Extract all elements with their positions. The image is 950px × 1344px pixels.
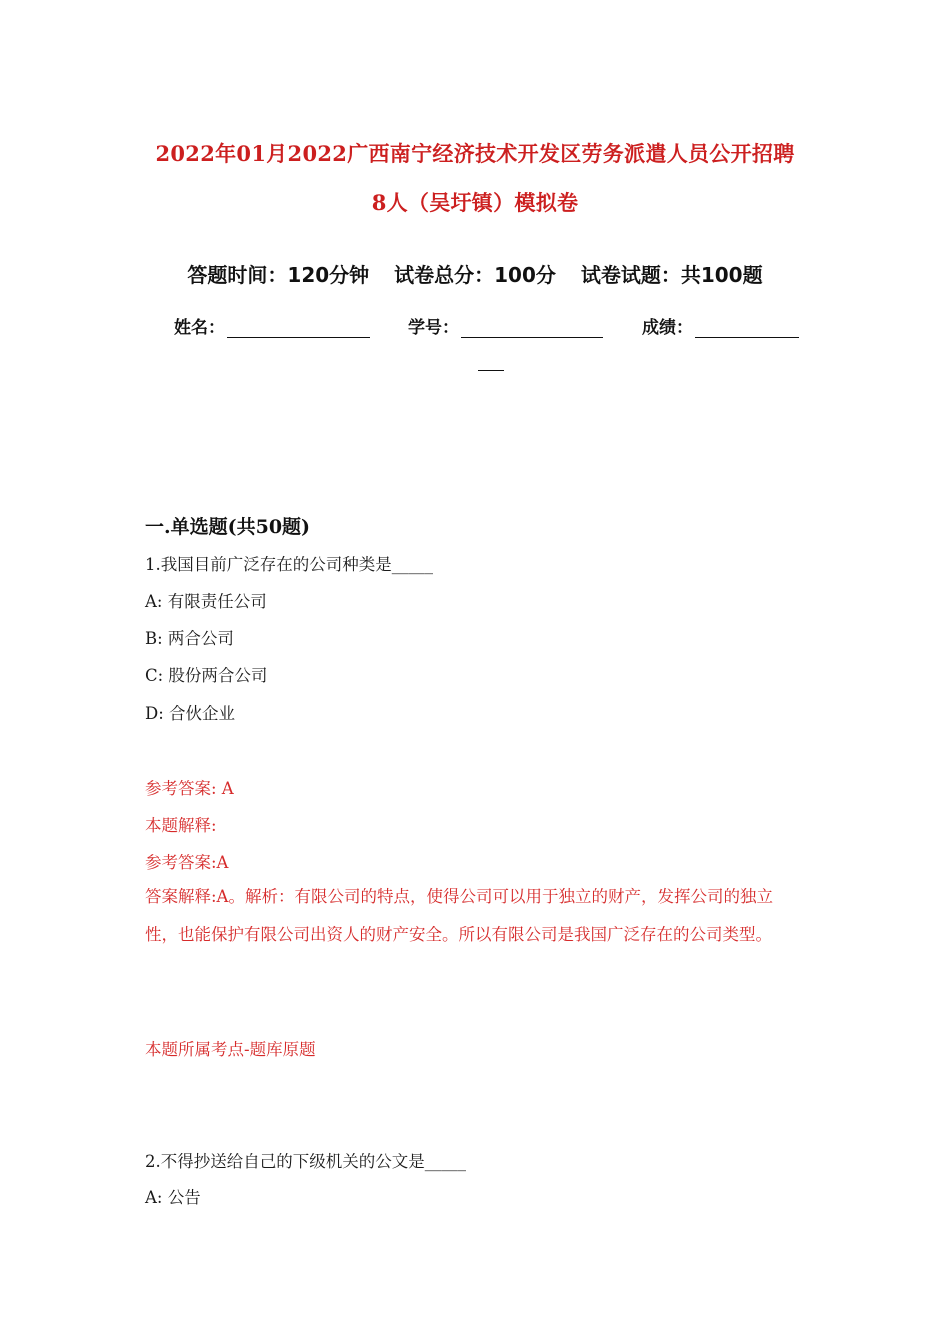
name-field	[174, 313, 370, 338]
option-d: D: 合伙企业	[145, 704, 236, 723]
option-c: C: 股份两合公司	[145, 666, 268, 685]
exam-total-score: 试卷总分：100分	[394, 263, 556, 287]
student-id-label: 学号：	[408, 318, 459, 338]
option-a: A: 有限责任公司	[145, 592, 267, 611]
document-title-line-2: 8人（吴圩镇）模拟卷	[371, 190, 579, 215]
reference-answer: 参考答案: A	[145, 779, 234, 798]
exam-meta	[0, 259, 950, 288]
option-b: B: 两合公司	[145, 629, 234, 648]
reference-answer-2: 参考答案:A	[145, 853, 229, 872]
answer-explanation: 答案解释:A。解析：有限公司的特点，使得公司可以用于独立的财产，发挥公司的独立性，也能保护有限公司出资人的财产安全。所以有限公司是我国广泛存在的公司类型。	[145, 887, 773, 944]
student-id-field	[408, 313, 603, 338]
name-blank-line	[227, 319, 370, 338]
question-stem: 1.我国目前广泛存在的公司种类是_____	[145, 555, 433, 574]
explanation-label: 本题解释:	[145, 816, 217, 835]
exam-question-count: 试卷试题：共100题	[580, 263, 763, 287]
document-title-line-1: 2022年01月2022广西南宁经济技术开发区劳务派遣人员公开招聘	[155, 141, 795, 166]
student-id-blank-line	[461, 319, 603, 338]
option-a: A: 公告	[145, 1188, 201, 1207]
section-title: 一.单选题(共50题)	[145, 516, 311, 538]
score-blank-line	[695, 319, 799, 338]
question-stem: 2.不得抄送给自己的下级机关的公文是_____	[145, 1152, 466, 1171]
topic-source: 本题所属考点-题库原题	[145, 1040, 316, 1059]
score-label: 成绩：	[642, 318, 693, 338]
score-blank-line-wrap	[478, 370, 504, 371]
exam-time: 答题时间：120分钟	[187, 263, 370, 287]
name-label: 姓名：	[174, 318, 225, 338]
score-field	[642, 313, 799, 338]
